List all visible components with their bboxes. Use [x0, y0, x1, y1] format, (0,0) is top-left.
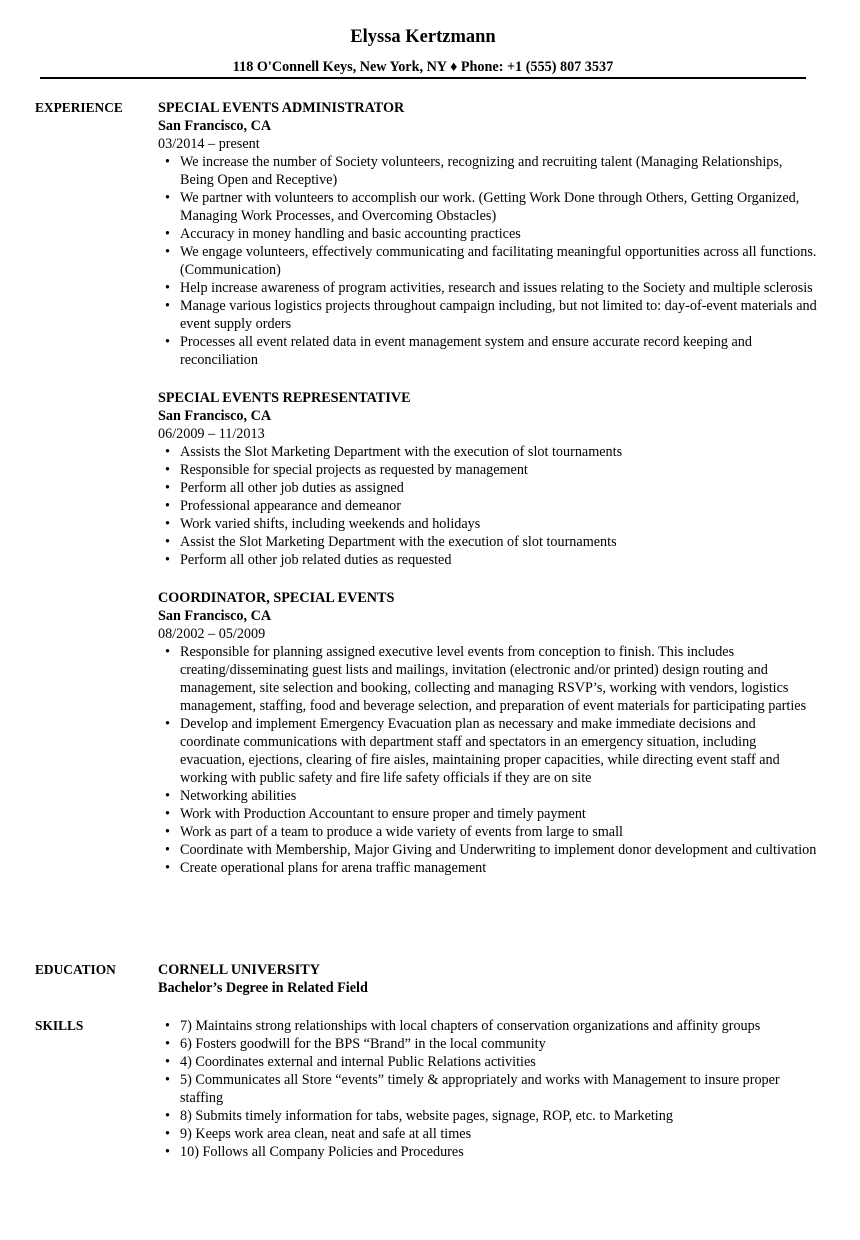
job-location: San Francisco, CA: [158, 608, 272, 624]
job-location: San Francisco, CA: [158, 408, 272, 424]
job-bullets: [158, 443, 818, 569]
experience-section: [35, 99, 825, 939]
bullet-item: • Create operational plans for arena traffic management: [180, 859, 818, 877]
skill-item: • 5) Communicates all Store “events” timely & appropriately and works with Management to insure proper staffing: [180, 1071, 818, 1107]
bullet-item: • Work as part of a team to produce a wide variety of events from large to small: [180, 823, 818, 841]
bullet-item: • Work with Production Accountant to ensure proper and timely payment: [180, 805, 818, 823]
education-section: [35, 961, 825, 1007]
skill-item: • 8) Submits timely information for tabs, website pages, signage, ROP, etc. to Marketing: [180, 1107, 818, 1125]
job-dates: 03/2014 – present: [158, 136, 260, 152]
job-entry: [158, 99, 818, 369]
job-dates: 06/2009 – 11/2013: [158, 426, 265, 442]
skill-item: • 7) Maintains strong relationships with local chapters of conservation organizations and affinity groups: [180, 1017, 818, 1035]
degree: Bachelor’s Degree in Related Field: [158, 980, 368, 996]
job-entry: [158, 589, 818, 877]
bullet-item: • Perform all other job related duties as requested: [180, 551, 818, 569]
job-entry: [158, 389, 818, 569]
school-name: CORNELL UNIVERSITY: [158, 962, 321, 978]
section-label-education: EDUCATION: [35, 962, 116, 977]
contact-line: 118 O'Connell Keys, New York, NY ♦ Phone: +1 (555) 807 3537: [232, 59, 614, 75]
job-title: COORDINATOR, SPECIAL EVENTS: [158, 590, 395, 606]
job-dates: 08/2002 – 05/2009: [158, 626, 266, 642]
bullet-item: • We increase the number of Society volunteers, recognizing and recruiting talent (Managing Relationships, Being Open and Receptive): [180, 153, 818, 189]
bullet-item: • Develop and implement Emergency Evacuation plan as necessary and make immediate decisions and coordinate communications with department staff and spectators in an emergency situation, including evacuation, ejections, clearing of fire aisles, maintaining proper capacities, while directing event staff and working with public safety and fire life safety officials if they are on site: [180, 715, 818, 787]
candidate-name: Elyssa Kertzmann: [350, 27, 496, 47]
bullet-item: • Processes all event related data in event management system and ensure accurate record keeping and reconciliation: [180, 333, 818, 369]
bullet-item: • Work varied shifts, including weekends and holidays: [180, 515, 818, 533]
job-bullets: [158, 643, 818, 877]
job-bullets: [158, 153, 818, 369]
bullet-item: • Perform all other job duties as assigned: [180, 479, 818, 497]
education-body: [158, 961, 818, 997]
bullet-item: • Assists the Slot Marketing Department with the execution of slot tournaments: [180, 443, 818, 461]
bullet-item: • Coordinate with Membership, Major Giving and Underwriting to implement donor development and cultivation: [180, 841, 818, 859]
skill-item: • 10) Follows all Company Policies and Procedures: [180, 1143, 818, 1161]
bullet-item: • Responsible for planning assigned executive level events from conception to finish. This includes creating/disseminating guest lists and mailings, invitation (electronic and/or printed) design routing and management, site selection and booking, collecting and managing RSVP’s, working with vendors, logistics management, staffing, food and beverage selection, and preparation of event materials for participating parties: [180, 643, 818, 715]
header-divider: [40, 77, 806, 79]
skills-body: [158, 1017, 818, 1161]
bullet-item: • We engage volunteers, effectively communicating and facilitating meaningful opportunities across all functions. (Communication): [180, 243, 818, 279]
skill-item: • 9) Keeps work area clean, neat and safe at all times: [180, 1125, 818, 1143]
section-label-skills: SKILLS: [35, 1018, 84, 1033]
experience-body: [158, 99, 818, 897]
bullet-item: • Networking abilities: [180, 787, 818, 805]
bullet-item: • Manage various logistics projects throughout campaign including, but not limited to: day-of-event materials and event supply orders: [180, 297, 818, 333]
skill-item: • 4) Coordinates external and internal Public Relations activities: [180, 1053, 818, 1071]
bullet-item: • Help increase awareness of program activities, research and issues relating to the Society and multiple sclerosis: [180, 279, 818, 297]
job-title: SPECIAL EVENTS REPRESENTATIVE: [158, 390, 411, 406]
section-label-experience: EXPERIENCE: [35, 100, 123, 115]
resume-header: [40, 26, 806, 76]
skill-item: • 6) Fosters goodwill for the BPS “Brand” in the local community: [180, 1035, 818, 1053]
bullet-item: • Assist the Slot Marketing Department with the execution of slot tournaments: [180, 533, 818, 551]
job-location: San Francisco, CA: [158, 118, 272, 134]
skills-section: [35, 1017, 825, 1167]
bullet-item: • Accuracy in money handling and basic accounting practices: [180, 225, 818, 243]
bullet-item: • Professional appearance and demeanor: [180, 497, 818, 515]
skills-list: [158, 1017, 818, 1161]
bullet-item: • Responsible for special projects as requested by management: [180, 461, 818, 479]
job-title: SPECIAL EVENTS ADMINISTRATOR: [158, 100, 405, 116]
bullet-item: • We partner with volunteers to accomplish our work. (Getting Work Done through Others, Getting Organized, Managing Work Processes, and Overcoming Obstacles): [180, 189, 818, 225]
